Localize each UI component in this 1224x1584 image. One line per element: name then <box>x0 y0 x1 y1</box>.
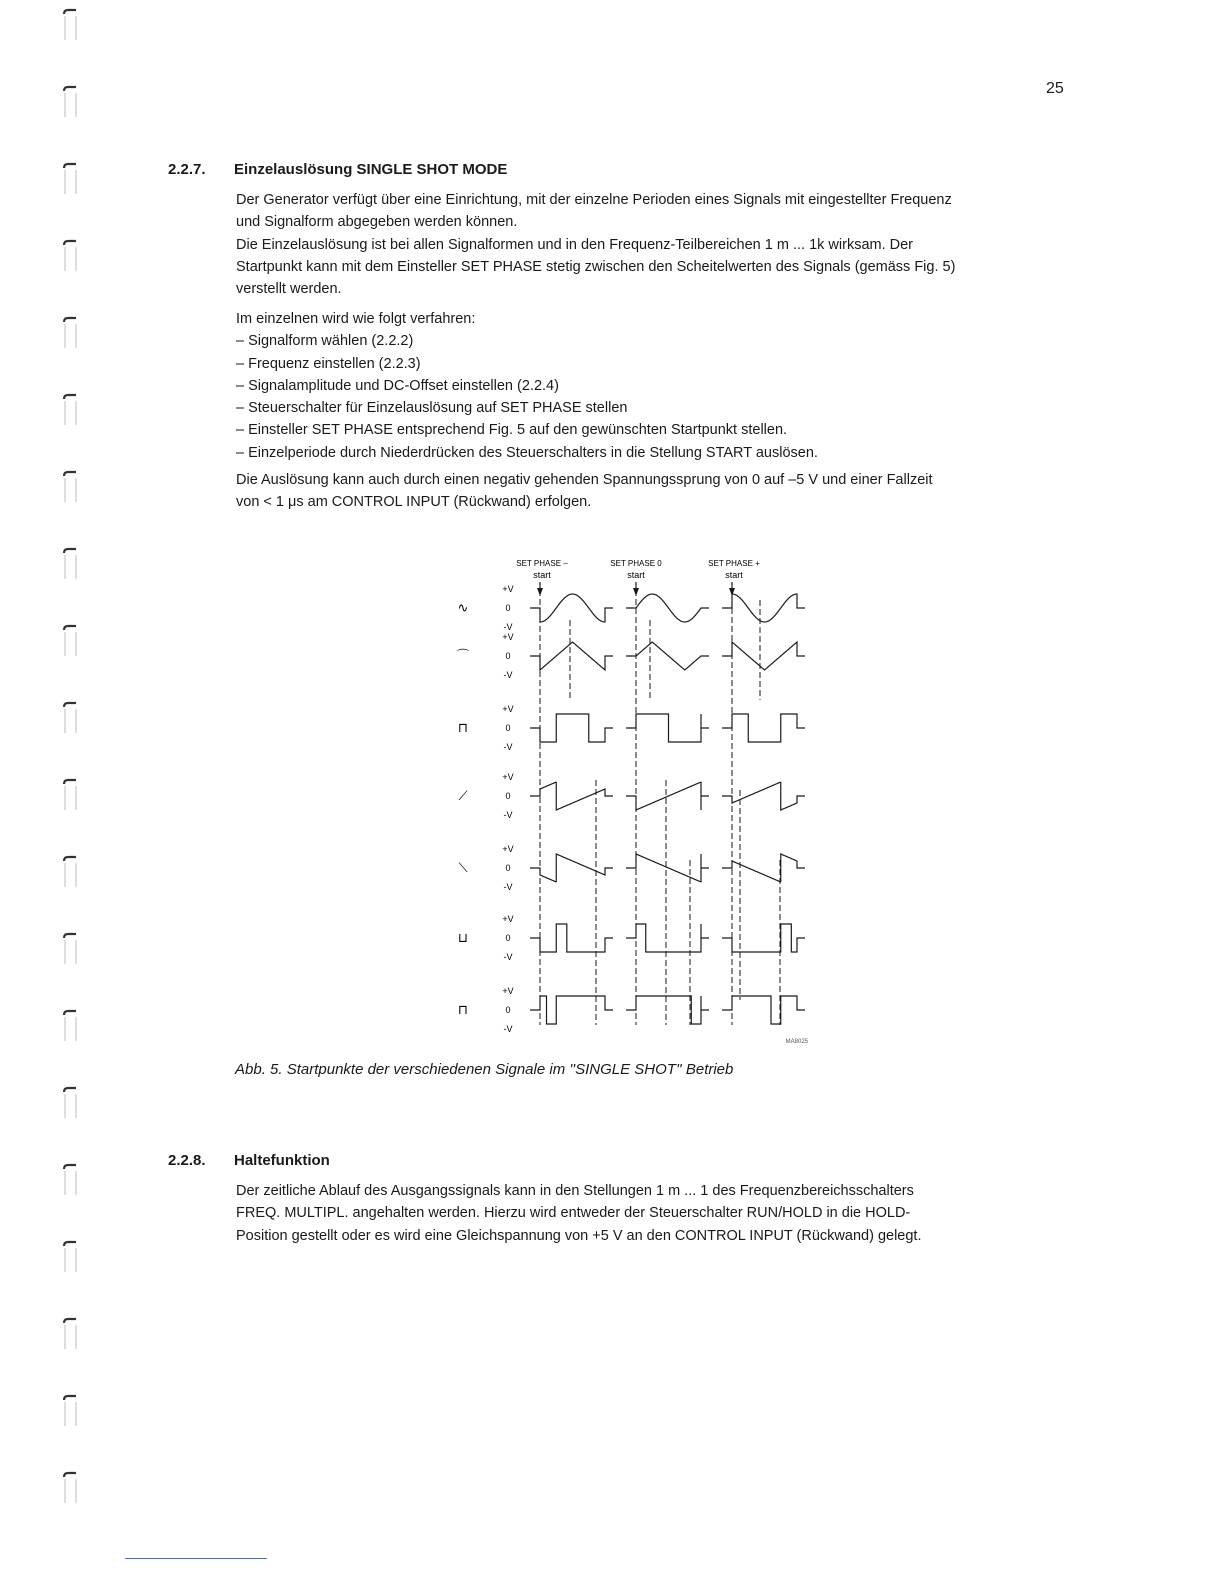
paragraph-intro <box>236 189 1076 300</box>
waveform-trace <box>530 996 613 1024</box>
binder-edge-mark <box>62 1007 80 1047</box>
text-line: Position gestellt oder es wird eine Gleichspannung von +5 V an den CONTROL INPUT (Rückwand) gelegt. <box>236 1227 922 1244</box>
list-item: – Einzelperiode durch Niederdrücken des Steuerschalters in die Stellung START auslösen. <box>236 444 818 461</box>
level-label: +V <box>502 584 514 594</box>
waveform-trace <box>530 642 613 670</box>
column-label: SET PHASE – <box>516 559 568 568</box>
level-label: -V <box>503 622 513 632</box>
waveform-trace <box>530 714 613 742</box>
text-line: verstellt werden. <box>236 281 342 298</box>
text-line: von < 1 μs am CONTROL INPUT (Rückwand) erfolgen. <box>236 494 592 511</box>
waveform-symbol-icon: ⟋ <box>458 788 468 803</box>
binder-edge-mark <box>62 776 80 816</box>
waveform-symbol-icon: ∿ <box>457 600 469 615</box>
level-label: -V <box>503 952 513 962</box>
level-label: -V <box>503 1024 513 1034</box>
binder-edge-mark <box>62 160 80 200</box>
section-title: Haltefunktion <box>234 1152 330 1169</box>
column-label: SET PHASE + <box>708 559 760 568</box>
level-label: 0 <box>505 603 511 613</box>
waveform-trace <box>626 714 709 742</box>
section-title: Einzelauslösung SINGLE SHOT MODE <box>234 161 508 178</box>
binder-edge-mark <box>62 468 80 508</box>
waveform-trace <box>722 714 805 742</box>
level-label: 0 <box>505 863 511 873</box>
list-item: – Einsteller SET PHASE entsprechend Fig. 5 auf den gewünschten Startpunkt stellen. <box>236 422 788 439</box>
waveform-trace <box>626 642 709 670</box>
level-label: 0 <box>505 651 511 661</box>
binder-edge-mark <box>62 1315 80 1355</box>
text-line: Der Generator verfügt über eine Einrichtung, mit der einzelne Perioden eines Signals mit eingestellter Frequenz <box>236 192 952 208</box>
binder-edge-mark <box>62 699 80 739</box>
waveform-trace <box>722 996 805 1024</box>
level-label: 0 <box>505 791 511 801</box>
binder-edge-mark <box>62 1084 80 1124</box>
waveform-trace <box>722 594 805 622</box>
level-label: +V <box>502 914 514 924</box>
binder-edge-mark <box>62 83 80 123</box>
level-label: -V <box>503 670 513 680</box>
column-start-label: start <box>725 570 743 580</box>
paragraph-hold <box>236 1180 1076 1247</box>
text-line: und Signalform abgegeben werden können. <box>236 214 518 231</box>
list-item: – Steuerschalter für Einzelauslösung auf SET PHASE stellen <box>236 400 628 417</box>
level-label: -V <box>503 742 513 752</box>
binder-edge-mark <box>62 314 80 354</box>
footer-rule <box>125 1558 267 1559</box>
waveform-trace <box>626 854 709 882</box>
waveform-symbol-icon: ⌒ <box>456 648 470 663</box>
list-item: – Signalform wählen (2.2.2) <box>236 333 414 350</box>
binder-edge-mark <box>62 1238 80 1278</box>
level-label: -V <box>503 810 513 820</box>
waveform-trace <box>530 594 613 622</box>
waveform-symbol-icon: ⟍ <box>458 860 468 875</box>
waveform-symbol-icon: ⊓ <box>457 720 469 735</box>
binder-edge-mark <box>62 930 80 970</box>
section-number: 2.2.8. <box>168 1152 206 1169</box>
section-number: 2.2.7. <box>168 161 206 178</box>
waveform-trace <box>722 854 805 882</box>
binder-edge-mark <box>62 6 80 46</box>
waveform-trace <box>626 594 709 622</box>
column-start-label: start <box>627 570 645 580</box>
waveform-trace <box>530 924 613 952</box>
binder-edge-mark <box>62 1469 80 1509</box>
level-label: -V <box>503 882 513 892</box>
level-label: +V <box>502 772 514 782</box>
waveform-symbol-icon: ⊔ <box>457 930 469 945</box>
waveform-trace <box>530 854 613 882</box>
list-item: – Frequenz einstellen (2.2.3) <box>236 355 421 372</box>
list-intro: Im einzelnen wird wie folgt verfahren: <box>236 311 476 327</box>
waveform-trace <box>722 924 805 952</box>
text-line: Startpunkt kann mit dem Einsteller SET PHASE stetig zwischen den Scheitelwerten des Signals (gemäss Fig. 5) <box>236 258 956 275</box>
binder-edge-mark <box>62 237 80 277</box>
binder-edge-mark <box>62 622 80 662</box>
level-label: +V <box>502 704 514 714</box>
text-line: FREQ. MULTIPL. angehalten werden. Hierzu wird entweder der Steuerschalter RUN/HOLD in die HOLD- <box>236 1205 911 1222</box>
figure-waveforms <box>440 552 820 1052</box>
figure-code: MA8025 <box>785 1039 808 1045</box>
paragraph-trigger <box>236 469 1076 514</box>
text-line: Die Einzelauslösung ist bei allen Signalformen und in den Frequenz-Teilbereichen 1 m ... 1k wirksam. Der <box>236 236 914 253</box>
binder-edge-mark <box>62 391 80 431</box>
waveform-trace <box>626 782 709 810</box>
level-label: +V <box>502 844 514 854</box>
waveform-trace <box>722 782 805 810</box>
page-number: 25 <box>1046 80 1064 97</box>
level-label: 0 <box>505 1005 511 1015</box>
procedure-list <box>236 308 1076 464</box>
binder-edge-mark <box>62 853 80 893</box>
figure-caption: Abb. 5. Startpunkte der verschiedenen Signale im ''SINGLE SHOT'' Betrieb <box>235 1061 734 1078</box>
waveform-trace <box>626 924 709 952</box>
waveform-trace <box>530 782 613 810</box>
column-label: SET PHASE 0 <box>610 559 662 568</box>
waveform-trace <box>722 642 805 670</box>
binder-edge-mark <box>62 545 80 585</box>
column-start-label: start <box>533 570 551 580</box>
text-line: Die Auslösung kann auch durch einen negativ gehenden Spannungssprung von 0 auf –5 V und einer Fallzeit <box>236 472 933 488</box>
waveform-trace <box>626 996 709 1024</box>
waveform-symbol-icon: ⊓ <box>457 1002 469 1017</box>
level-label: +V <box>502 986 514 996</box>
list-item: – Signalamplitude und DC-Offset einstellen (2.2.4) <box>236 377 559 394</box>
level-label: 0 <box>505 933 511 943</box>
level-label: +V <box>502 632 514 642</box>
text-line: Der zeitliche Ablauf des Ausgangssignals kann in den Stellungen 1 m ... 1 des Frequenzbereichsschalters <box>236 1183 914 1199</box>
binder-edge-mark <box>62 1392 80 1432</box>
level-label: 0 <box>505 723 511 733</box>
binder-edge-mark <box>62 1161 80 1201</box>
